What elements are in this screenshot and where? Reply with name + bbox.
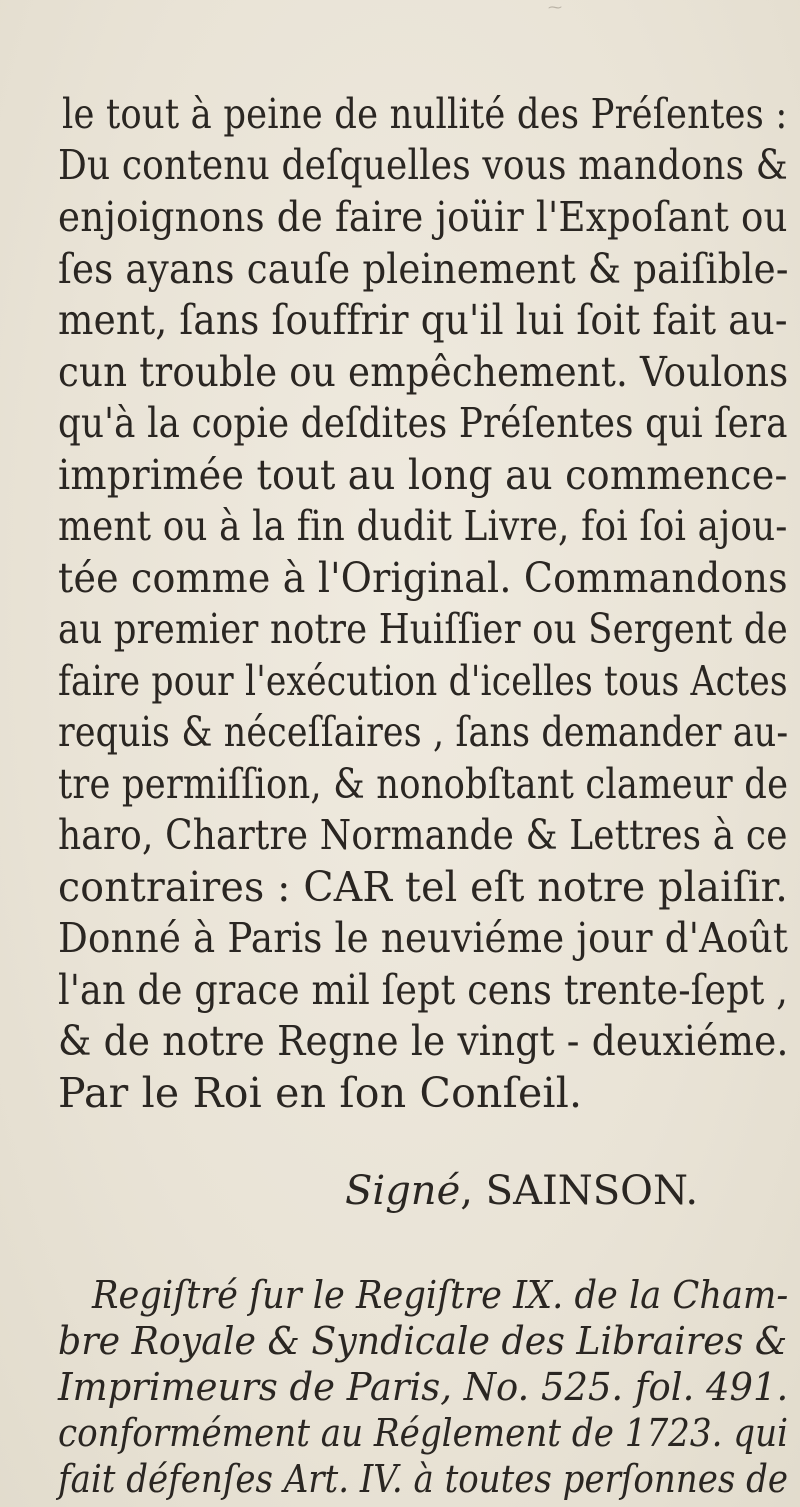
body-line-13: requis & néceſſaires , ſans demander au- [58, 708, 789, 756]
body-line-4: ſes ayans cauſe pleinement & paiſible- [58, 245, 789, 293]
body-line-20: Par le Roi en ſon Conſeil. [58, 1069, 583, 1117]
body-line-8: imprimée tout au long au commence- [58, 451, 788, 499]
body-line-6: cun trouble ou empêchement. Voulons [58, 348, 789, 396]
registration-line-4: conformément au Réglement de 1723. qui [58, 1411, 789, 1455]
registration-line-5: fait défenſes Art. IV. à toutes perſonnes de [58, 1457, 789, 1501]
body-line-7: qu'à la copie deſdites Préſentes qui ſera [58, 399, 788, 447]
body-line-10: tée comme à l'Original. Commandons [58, 554, 788, 602]
registration-line-1: Regiſtré ſur le Regiſtre IX. de la Cham- [92, 1273, 789, 1317]
body-line-17: Donné à Paris le neuviéme jour d'Août [58, 914, 788, 962]
body-line-5: ment, ſans ſouffrir qu'il lui ſoit fait au- [58, 296, 788, 344]
body-line-16: contraires : CAR tel eſt notre plaiſir. [58, 863, 788, 911]
registration-line-3: Imprimeurs de Paris, No. 525. fol. 491. [58, 1365, 789, 1409]
body-line-9: ment ou à la fin dudit Livre, foi ſoi ajou- [58, 502, 788, 550]
page-edge-mark: ⁓ [548, 0, 562, 16]
signature-prefix: Signé [345, 1168, 461, 1214]
registration-line-2: bre Royale & Syndicale des Libraires & [58, 1319, 788, 1363]
body-line-1: le tout à peine de nullité des Préſentes : [62, 90, 788, 138]
signature-name: , SAINSON. [460, 1168, 699, 1214]
body-line-18: l'an de grace mil ſept cens trente-ſept , [58, 966, 789, 1014]
body-line-15: haro, Chartre Normande & Lettres à ce [58, 811, 788, 859]
signature-line [345, 1165, 698, 1217]
body-line-3: enjoignons de faire joüir l'Expoſant ou [58, 193, 788, 241]
body-line-2: Du contenu deſquelles vous mandons & [58, 141, 788, 189]
body-line-14: tre permiſſion, & nonobſtant clameur de [58, 760, 789, 808]
body-line-12: faire pour l'exécution d'icelles tous Actes [58, 657, 788, 705]
body-line-11: au premier notre Huiſſier ou Sergent de [58, 605, 788, 653]
body-line-19: & de notre Regne le vingt - deuxiéme. [58, 1017, 789, 1065]
